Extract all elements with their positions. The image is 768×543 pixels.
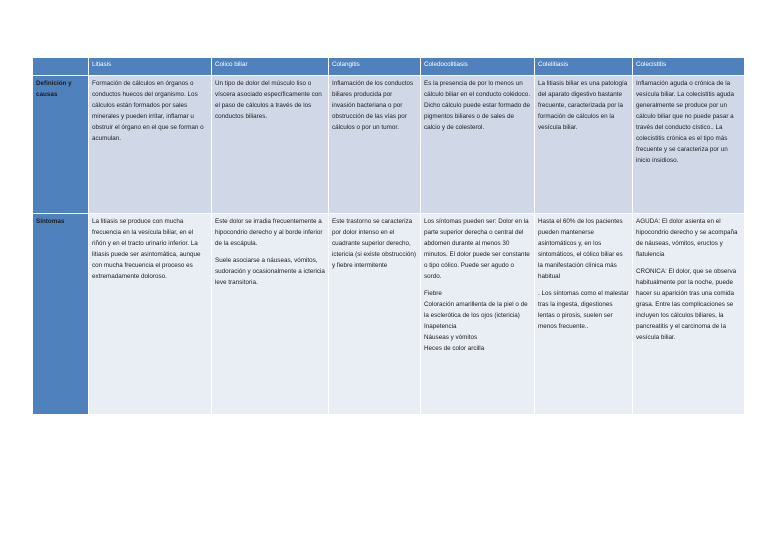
- cell-line: Este dolor se irradia frecuentemente a hipocondrio derecho y al borde inferior de la escápula.: [215, 218, 323, 247]
- header-corner: [33, 58, 89, 76]
- cell-definicion-colelitiasis: La litiasis biliar es una patología del aparato digestivo bastante frecuente, caracterizada por la formación de cálculos en la vesícula biliar.: [535, 76, 633, 214]
- cell-definicion-colico-biliar: Un tipo de dolor del músculo liso o víscera asociado específicamente con el paso de cálculos a través de los conductos biliares.: [212, 76, 329, 214]
- row-definicion: [33, 76, 745, 214]
- cell-sintomas-colangitis: Este trastorno se caracteriza por dolor intenso en el cuadrante superior derecho, ictericia (si existe obstrucción) y fiebre intermitente: [329, 214, 421, 415]
- comparison-table: [32, 57, 745, 415]
- header-colecistitis: Colecistitis: [633, 58, 745, 76]
- cell-line: Heces de color arcilla: [424, 345, 485, 352]
- cell-line: . Los síntomas como el malestar tras la ingesta, digestiones lentas o pirosis, suelen ser menos frecuente..: [538, 290, 629, 330]
- cell-line: Inapetencia: [424, 323, 457, 330]
- header-colelitiasis: Colelitiasis: [535, 58, 633, 76]
- cell-line: AGUDA: El dolor asienta en el hipocondrio derecho y se acompaña de náuseas, vómitos, eructos y flatulencia: [636, 218, 738, 258]
- cell-line: Náuseas y vómitos: [424, 334, 478, 341]
- cell-definicion-litiasis: Formación de cálculos en órganos o conductos huecos del organismo. Los cálculos están formados por sales minerales y pueden irritar, inflamar u obstruir el órgano en el que se forman o acumulan.: [89, 76, 212, 214]
- header-coledocolitiasis: Coledocolitiasis: [421, 58, 535, 76]
- cell-line: Coloración amarillenta de la piel o de la esclerótica de los ojos (ictericia): [424, 301, 528, 319]
- header-colangitis: Colangitis: [329, 58, 421, 76]
- cell-sintomas-colico-biliar: [212, 214, 329, 415]
- row-label-sintomas: Síntomas: [33, 214, 89, 415]
- cell-sintomas-colecistitis: [633, 214, 745, 415]
- cell-definicion-colangitis: Inflamación de los conductos biliares producida por invasión bacteriana o por obstrucción de las vías por cálculos o por un tumor.: [329, 76, 421, 214]
- cell-line: Hasta el 60% de los pacientes pueden mantenerse asintomáticos y, en los sintomáticos, el cólico biliar es la manifestación clínica más habitual: [538, 218, 623, 280]
- cell-sintomas-colelitiasis: [535, 214, 633, 415]
- cell-sintomas-litiasis: La litiasis se produce con mucha frecuencia en la vesícula biliar, en el riñón y en el tracto urinario inferior. La litiasis puede ser asintomática, aunque con mucha frecuencia el proceso es extremadamente doloroso.: [89, 214, 212, 415]
- row-sintomas: [33, 214, 745, 415]
- cell-definicion-colecistitis: Inflamación aguda o crónica de la vesícula biliar. La colecistitis aguda generalmente se produce por un cálculo biliar que no puede pasar a través del conducto cístico.. La colecistitis crónica es el tipo más frecuente y se caracteriza por un inicio insidioso.: [633, 76, 745, 214]
- cell-sintomas-coledocolitiasis: [421, 214, 535, 415]
- cell-line: Fiebre: [424, 290, 442, 297]
- cell-line: Los síntomas pueden ser: Dolor en la parte superior derecha o central del abdomen durante al menos 30 minutos. El dolor puede ser constante o tipo cólico. Puede ser agudo o sordo.: [424, 218, 530, 280]
- header-row: [33, 58, 745, 76]
- header-litiasis: Litiasis: [89, 58, 212, 76]
- header-colico-biliar: Colico biliar: [212, 58, 329, 76]
- cell-line: Suele asociarse a náuseas, vómitos, sudoración y ocasionalmente a ictericia leve transitoria.: [215, 257, 325, 286]
- cell-definicion-coledocolitiasis: Es la presencia de por lo menos un cálculo biliar en el conducto colédoco. Dicho cálculo puede estar formado de pigmentos biliares o de sales de calcio y de colesterol.: [421, 76, 535, 214]
- row-label-definicion: Definición y causas: [33, 76, 89, 214]
- cell-line: CRONICA: El dolor, que se observa habitualmente por la noche, puede hacer su aparición tras una comida grasa. Entre las complicaciones se incluyen los cálculos biliares, la pancreatitis y el carcinoma de la vesícula biliar.: [636, 268, 737, 341]
